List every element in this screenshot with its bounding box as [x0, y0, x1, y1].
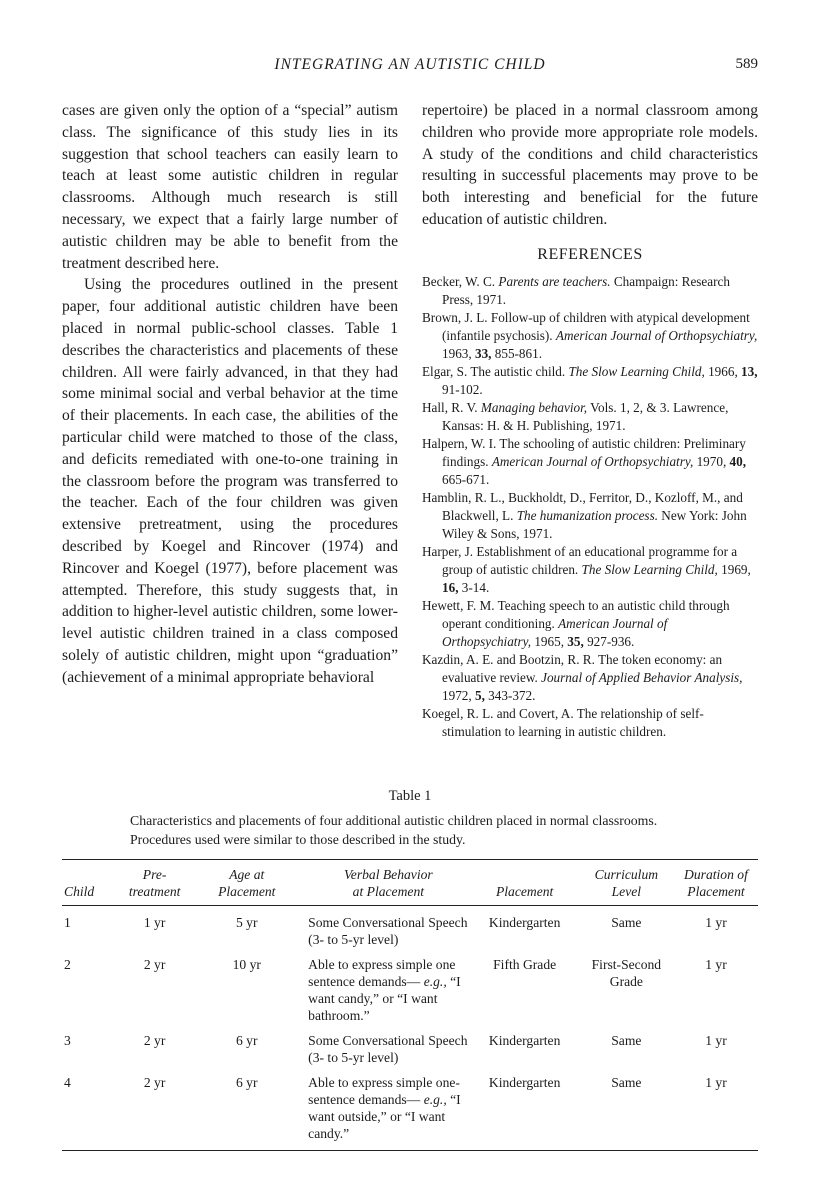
- reference-authors: Brown, J. L. Follow-up of children with atypical development (infantile psychosis).: [422, 309, 750, 343]
- reference-pages: 855-861.: [494, 345, 543, 361]
- reference-pages: 927-936.: [587, 633, 635, 649]
- table-row: [62, 948, 758, 1024]
- reference-details: 1965,: [534, 633, 564, 649]
- reference-volume: 33,: [474, 345, 492, 361]
- reference-title: Managing behavior,: [480, 399, 588, 415]
- cell-verbal: [292, 1066, 470, 1150]
- body-paragraph: Using the procedures outlined in the present paper, four additional autistic children have been placed in normal public-school classes. Table 1 describes the characteristics and placements of these children. All were fairly advanced, in that they had some minimal social and verbal behavior at the time of their placements. In each case, the abilities of the particular child were matched to those of the class, and deficits remediated with one-to-one training in the classroom before the program was transferred to the teacher. Each of the four children was given extensive pretreatment, using the procedures described by Koegel and Rincover (1974) and Rincover and Koegel (1977), before placement was attempted. Therefore, this study suggests that, in addition to higher-level autistic children, some lower-level autistic children trained in a class composed solely of autistic children, might upon “graduation” (achievement of a minimal appropriate behavioral: [62, 276, 398, 686]
- table-bottom-rule: [62, 1150, 758, 1151]
- reference-authors: Hamblin, R. L., Buckholdt, D., Ferritor, D., Kozloff, M., and Blackwell, L.: [422, 489, 743, 523]
- running-title: INTEGRATING AN AUTISTIC CHILD: [274, 56, 546, 73]
- reference-title: The Slow Learning Child,: [568, 363, 705, 379]
- reference-pages: 91-102.: [442, 381, 483, 397]
- reference-item: [422, 651, 758, 705]
- reference-volume: 16,: [442, 579, 459, 595]
- header-placement: Placement: [471, 860, 579, 906]
- reference-item: [422, 273, 758, 309]
- header-verbal: Verbal Behavior at Placement: [292, 860, 470, 906]
- cell-duration: 1 yr: [705, 1075, 727, 1090]
- table-row: [62, 906, 758, 949]
- cell-verbal: [292, 948, 470, 1024]
- cell-curriculum: Same: [611, 1033, 642, 1048]
- cell-curriculum: First-Second Grade: [591, 957, 662, 989]
- reference-item: [422, 399, 758, 435]
- cell-placement: Fifth Grade: [493, 957, 557, 972]
- right-column: [422, 100, 758, 741]
- reference-list: [422, 273, 758, 741]
- table-header-row: [62, 860, 758, 906]
- verbal-verbal-ex: e.g.,: [423, 1092, 447, 1107]
- header-curriculum: Curriculum Level: [579, 860, 674, 906]
- table-row: [62, 1066, 758, 1150]
- header-child: Child: [62, 860, 108, 906]
- cell-verbal: [292, 906, 470, 949]
- cell-age: 10 yr: [232, 957, 261, 972]
- reference-details: 1972,: [442, 687, 472, 703]
- cell-age: 6 yr: [235, 1075, 258, 1090]
- cell-placement: Kindergarten: [488, 1075, 561, 1090]
- header-age: Age at Placement: [201, 860, 292, 906]
- table-caption: Characteristics and placements of four additional autistic children placed in normal classrooms. Procedures used were similar to those described in the study.: [130, 813, 658, 847]
- reference-item: [422, 435, 758, 489]
- cell-curriculum: Same: [611, 915, 642, 930]
- reference-authors: Kazdin, A. E. and Bootzin, R. R. The token economy: an evaluative review.: [422, 651, 723, 685]
- cell-child: 2: [64, 957, 71, 972]
- cell-placement: Kindergarten: [488, 915, 561, 930]
- reference-authors: Hall, R. V.: [422, 399, 478, 415]
- cell-child: 1: [64, 915, 71, 930]
- reference-title: American Journal of Orthopsychiatry,: [442, 615, 668, 649]
- table-body: [62, 906, 758, 1151]
- verbal-verbal-b: “I want outside,” or “I want candy.”: [308, 1092, 461, 1141]
- reference-details: 1963,: [442, 345, 472, 361]
- cell-child: 4: [64, 1075, 71, 1090]
- reference-authors: Becker, W. C.: [422, 273, 496, 289]
- verbal-verbal-a: Able to express simple one sentence demands—: [308, 957, 456, 989]
- reference-details: Vols. 1, 2, & 3. Lawrence, Kansas: H. & H. Publishing, 1971.: [442, 399, 729, 433]
- verbal-verbal-a: Able to express simple one-sentence demands—: [308, 1075, 460, 1107]
- reference-item: [422, 705, 758, 741]
- reference-details: Champaign: Research Press, 1971.: [442, 273, 730, 307]
- table-1: [62, 788, 758, 1151]
- reference-item: [422, 309, 758, 363]
- body-paragraph: cases are given only the option of a “special” autism class. The significance of this study lies in its suggestion that school teachers can easily learn to teach at least some autistic children in regular classrooms. Although much research is still necessary, we expect that a fairly large number of autistic children may be able to benefit from the treatment described here.: [62, 102, 398, 272]
- reference-details: 1966,: [708, 363, 738, 379]
- header-duration: Duration of Placement: [674, 860, 758, 906]
- reference-title: The Slow Learning Child,: [581, 561, 718, 577]
- reference-title: Parents are teachers.: [498, 273, 611, 289]
- reference-volume: 40,: [729, 453, 747, 469]
- verbal-verbal-a: Some Conversational Speech (3- to 5-yr level): [308, 915, 468, 947]
- reference-authors: Hewett, F. M. Teaching speech to an autistic child through operant conditioning.: [422, 597, 730, 631]
- reference-authors: Harper, J. Establishment of an educational programme for a group of autistic children.: [422, 543, 738, 577]
- cell-age: 5 yr: [235, 915, 258, 930]
- verbal-verbal-ex: e.g.,: [423, 974, 447, 989]
- reference-title: The humanization process.: [516, 507, 658, 523]
- page-number: 589: [735, 56, 758, 72]
- reference-item: [422, 363, 758, 399]
- reference-title: American Journal of Orthopsychiatry,: [555, 327, 758, 343]
- verbal-verbal-a: Some Conversational Speech (3- to 5-yr level): [308, 1033, 468, 1065]
- page-header: [62, 56, 758, 84]
- reference-item: [422, 489, 758, 543]
- verbal-verbal-b: “I want candy,” or “I want bathroom.”: [308, 974, 461, 1023]
- reference-pages: 665-671.: [442, 471, 490, 487]
- cell-verbal: [292, 1024, 470, 1066]
- cell-pre: 1 yr: [143, 915, 166, 930]
- header-pretreatment: Pre- treatment: [108, 860, 201, 906]
- cell-pre: 2 yr: [143, 1033, 166, 1048]
- cell-duration: 1 yr: [705, 957, 727, 972]
- reference-details: New York: John Wiley & Sons, 1971.: [442, 507, 747, 541]
- cell-duration: 1 yr: [705, 1033, 727, 1048]
- data-table: [62, 860, 758, 1150]
- reference-authors: Koegel, R. L. and Covert, A. The relationship of self-stimulation to learning in autistic children.: [422, 705, 704, 739]
- left-column: [62, 100, 398, 689]
- reference-authors: Halpern, W. I. The schooling of autistic children: Preliminary findings.: [422, 435, 746, 469]
- reference-details: 1970,: [696, 453, 727, 469]
- cell-placement: Kindergarten: [488, 1033, 561, 1048]
- cell-duration: 1 yr: [705, 915, 727, 930]
- reference-pages: 343-372.: [488, 687, 536, 703]
- reference-volume: 13,: [741, 363, 758, 379]
- cell-pre: 2 yr: [143, 957, 166, 972]
- cell-curriculum: Same: [611, 1075, 642, 1090]
- table-row: [62, 1024, 758, 1066]
- reference-item: [422, 543, 758, 597]
- cell-child: 3: [64, 1033, 71, 1048]
- reference-details: 1969,: [721, 561, 751, 577]
- reference-pages: 3-14.: [461, 579, 490, 595]
- reference-volume: 5,: [474, 687, 485, 703]
- reference-item: [422, 597, 758, 651]
- cell-age: 6 yr: [235, 1033, 258, 1048]
- body-paragraph: repertoire) be placed in a normal classroom among children who provide more appropriate role models. A study of the conditions and child characteristics resulting in successful placements may prove to be both interesting and beneficial for the future education of autistic children.: [422, 102, 758, 228]
- reference-volume: 35,: [567, 633, 584, 649]
- reference-title: American Journal of Orthopsychiatry,: [491, 453, 694, 469]
- reference-authors: Elgar, S. The autistic child.: [422, 363, 566, 379]
- cell-pre: 2 yr: [143, 1075, 166, 1090]
- table-label: Table 1: [388, 788, 432, 804]
- reference-title: Journal of Applied Behavior Analysis,: [541, 669, 743, 685]
- references-heading: REFERENCES: [537, 245, 643, 263]
